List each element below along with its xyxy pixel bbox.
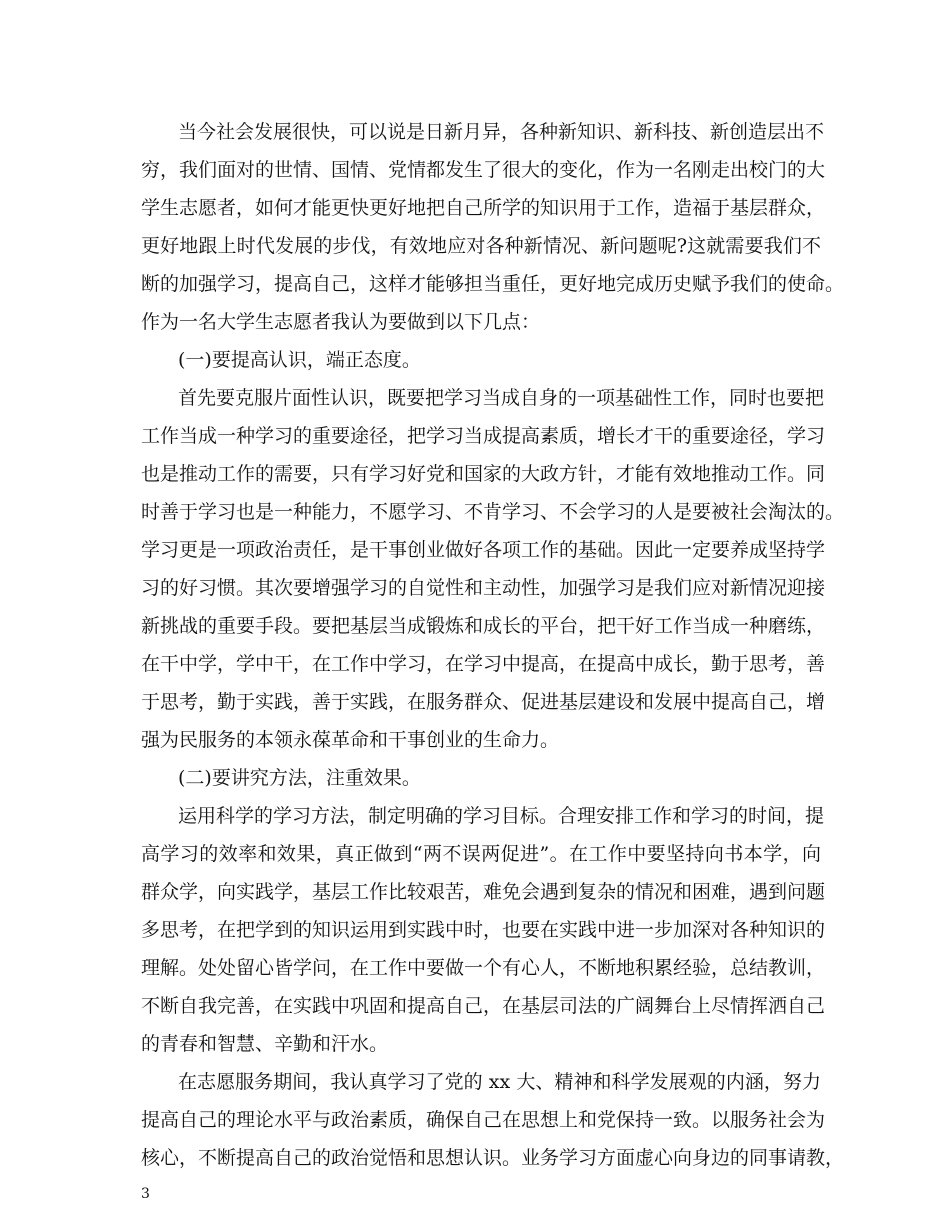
text-line: 首先要克服片面性认识，既要把学习当成自身的一项基础性工作，同时也要把: [178, 387, 825, 409]
text-line: 也是推动工作的需要，只有学习好党和国家的大政方针，才能有效地推动工作。同: [141, 463, 826, 485]
text-line: 工作当成一种学习的重要途径，把学习当成提高素质，增长才干的重要途径，学习: [141, 425, 826, 447]
text-line: 穷，我们面对的世情、国情、党情都发生了很大的变化，作为一名刚走出校门的大: [141, 159, 826, 181]
text-line: 强为民服务的本领永葆革命和干事创业的生命力。: [141, 729, 560, 751]
text-line: 作为一名大学生志愿者我认为要做到以下几点：: [141, 311, 541, 333]
text-line: 高学习的效率和效果，真正做到“两不误两促进”。在工作中要坚持向书本学，向: [141, 843, 821, 865]
text-line: 学习更是一项政治责任，是干事创业做好各项工作的基础。因此一定要养成坚持学: [141, 539, 826, 561]
text-line: 在志愿服务期间，我认真学习了党的 xx 大、精神和科学发展观的内涵，努力: [178, 1071, 821, 1093]
text-line: 理解。处处留心皆学问，在工作中要做一个有心人，不断地积累经验，总结教训，: [141, 957, 826, 979]
text-line: 提高自己的理论水平与政治素质，确保自己在思想上和党保持一致。以服务社会为: [141, 1109, 826, 1131]
text-line: 多思考，在把学到的知识运用到实践中时，也要在实践中进一步加深对各种知识的: [141, 919, 826, 941]
page-number: 3: [141, 1186, 150, 1202]
text-line: 在干中学，学中干，在工作中学习，在学习中提高，在提高中成长，勤于思考，善: [141, 653, 826, 675]
section-heading: (一)要提高认识，端正态度。: [178, 349, 421, 371]
text-line: 的青春和智慧、辛勤和汗水。: [141, 1033, 389, 1055]
text-line: 时善于学习也是一种能力，不愿学习、不肯学习、不会学习的人是要被社会淘汰的。: [141, 501, 845, 523]
text-line: 新挑战的重要手段。要把基层当成锻炼和成长的平台，把干好工作当成一种磨练，: [141, 615, 826, 637]
text-line: 当今社会发展很快，可以说是日新月异，各种新知识、新科技、新创造层出不: [178, 121, 825, 143]
text-line: 习的好习惯。其次要增强学习的自觉性和主动性，加强学习是我们应对新情况迎接: [141, 577, 826, 599]
text-line: 断的加强学习，提高自己，这样才能够担当重任，更好地完成历史赋予我们的使命。: [141, 273, 845, 295]
text-line: 于思考，勤于实践，善于实践，在服务群众、促进基层建设和发展中提高自己，增: [141, 691, 826, 713]
text-line: 运用科学的学习方法，制定明确的学习目标。合理安排工作和学习的时间，提: [178, 805, 825, 827]
text-line: 学生志愿者，如何才能更快更好地把自己所学的知识用于工作，造福于基层群众，: [141, 197, 826, 219]
text-line: 群众学，向实践学，基层工作比较艰苦，难免会遇到复杂的情况和困难，遇到问题: [141, 881, 826, 903]
section-heading: (二)要讲究方法，注重效果。: [178, 767, 421, 789]
text-line: 更好地跟上时代发展的步伐，有效地应对各种新情况、新问题呢?这就需要我们不: [141, 235, 821, 257]
text-line: 不断自我完善，在实践中巩固和提高自己，在基层司法的广阔舞台上尽情挥洒自己: [141, 995, 826, 1017]
text-line: 核心，不断提高自己的政治觉悟和思想认识。业务学习方面虚心向身边的同事请教，: [141, 1147, 845, 1169]
